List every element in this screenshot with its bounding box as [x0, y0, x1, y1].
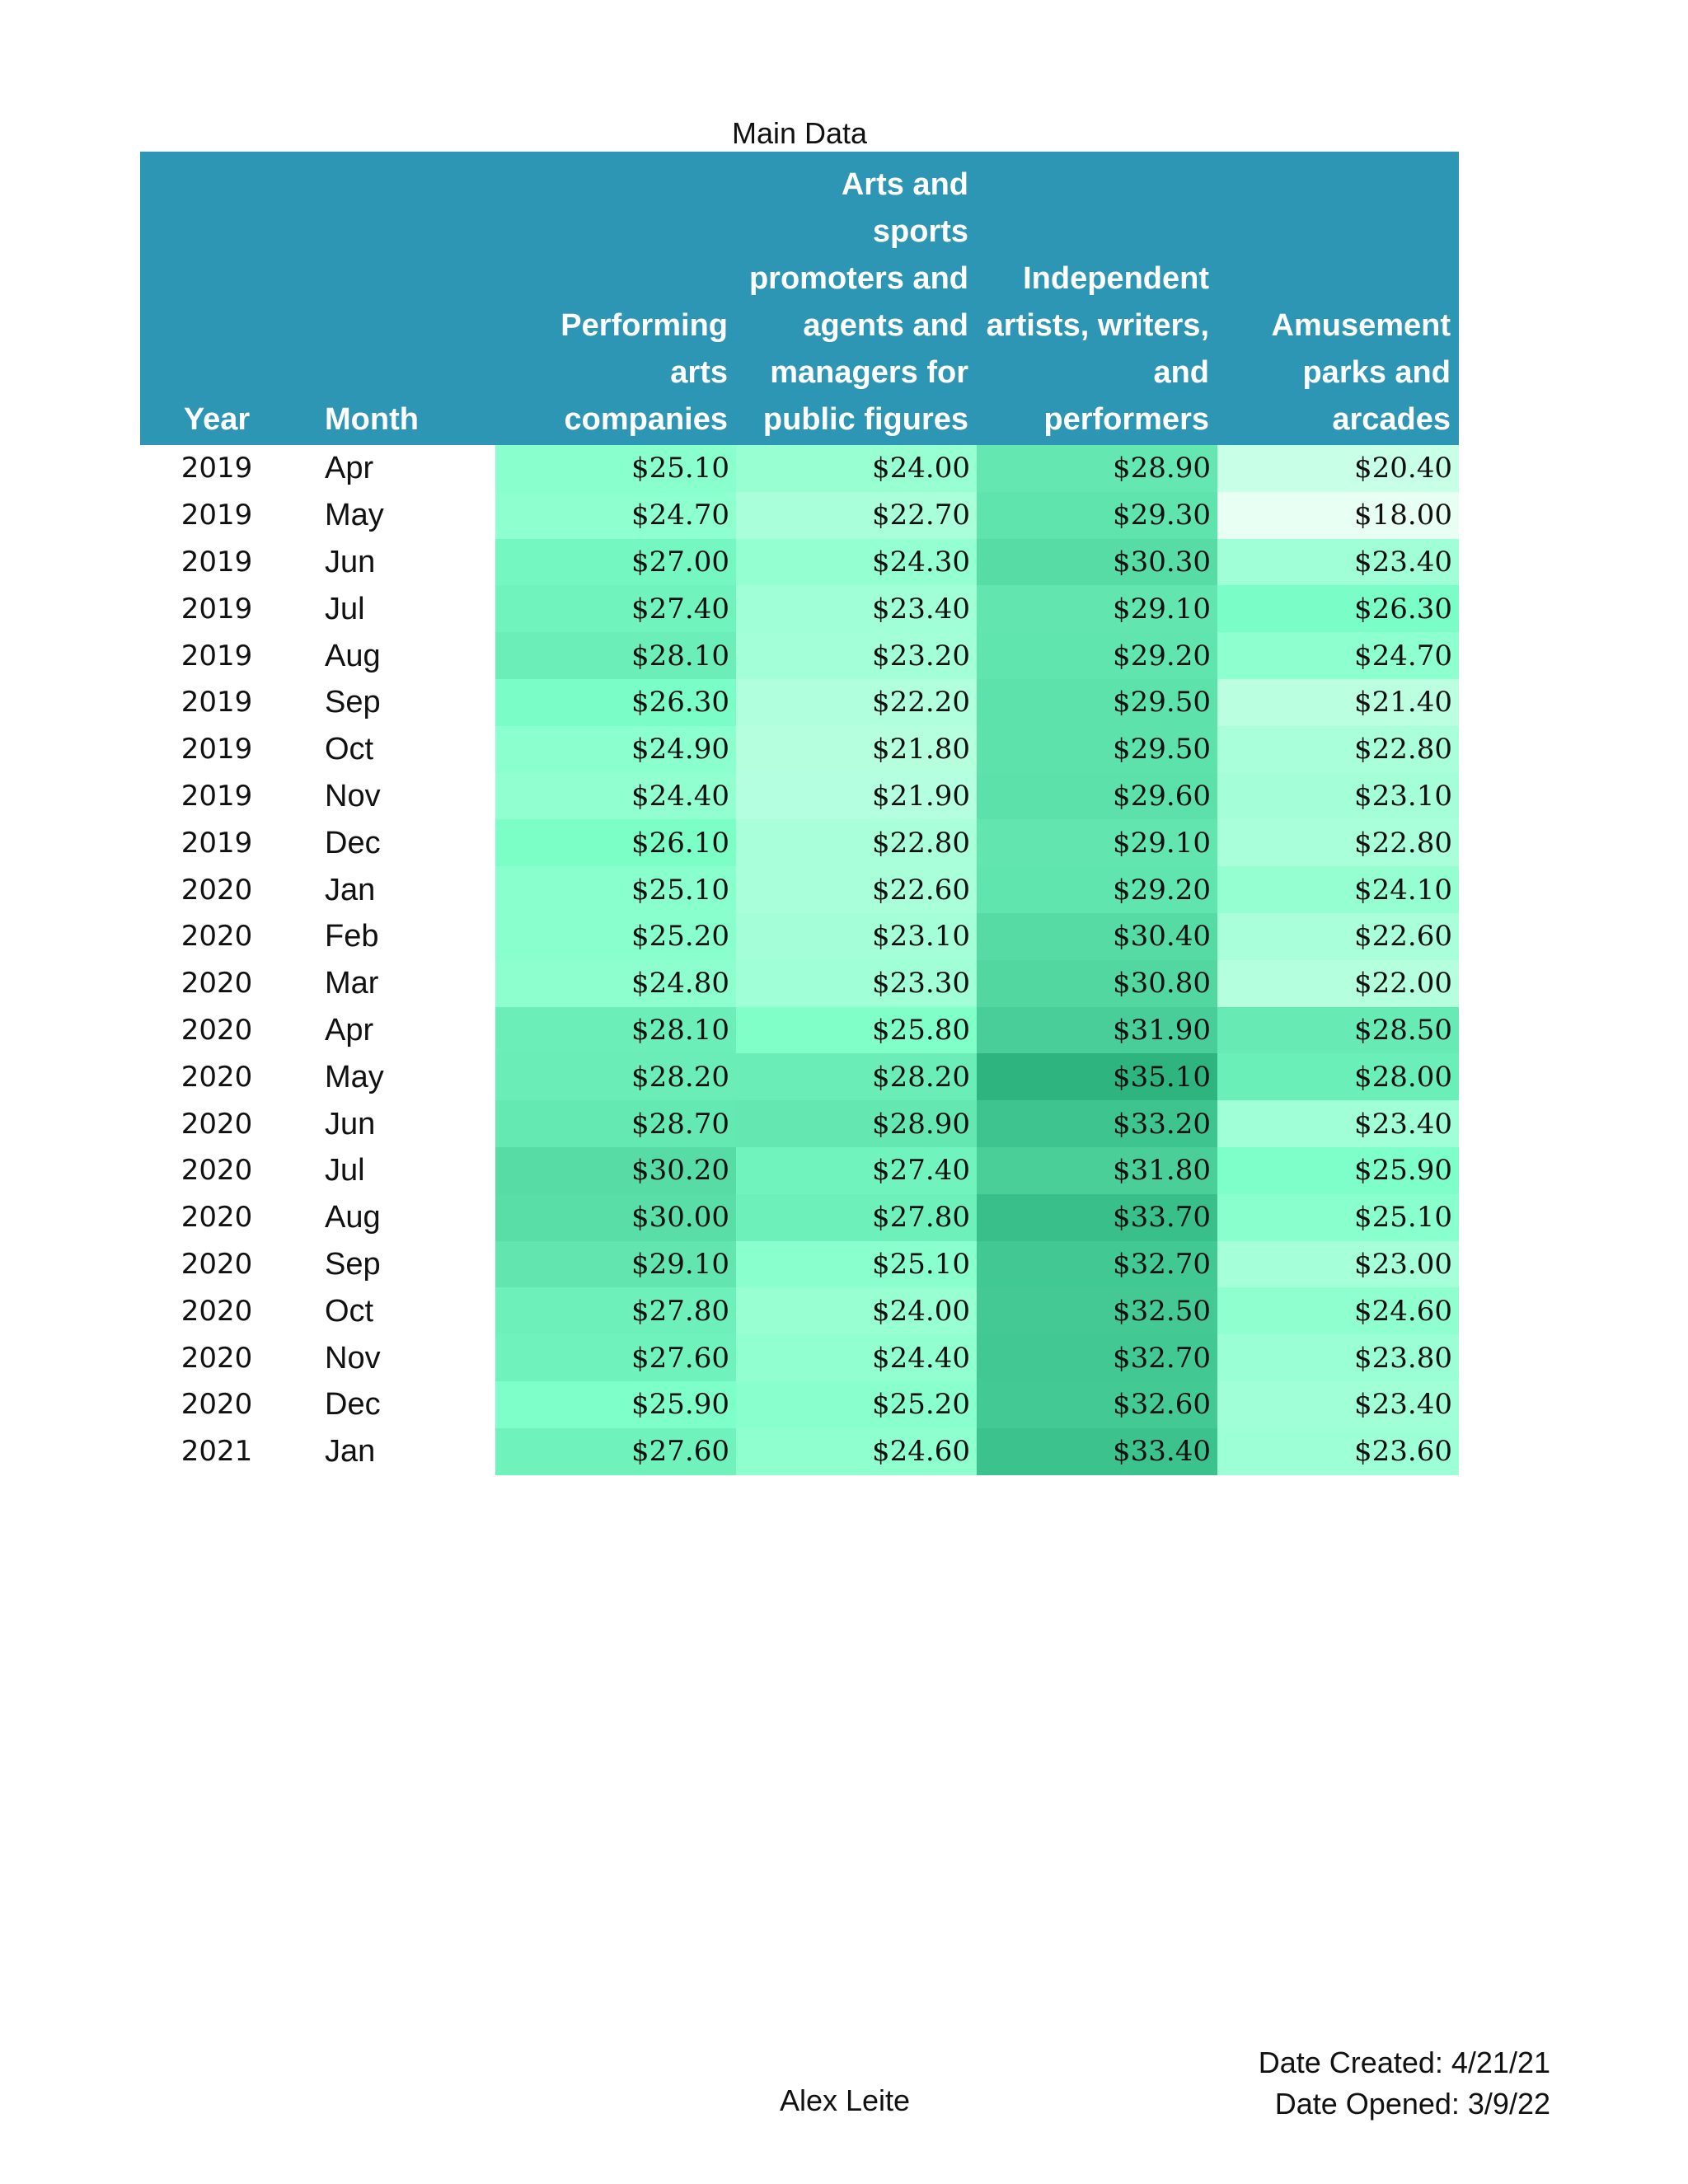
cell-amusement-parks: $24.60: [1217, 1287, 1459, 1334]
cell-independent-artists: $33.40: [977, 1428, 1217, 1475]
cell-year: 2019: [181, 499, 253, 532]
cell-arts-sports-promoters: $22.60: [736, 866, 977, 913]
table-row: [140, 773, 1459, 820]
cell-month: May: [325, 1059, 384, 1094]
cell-arts-sports-promoters: $25.80: [736, 1007, 977, 1054]
cell-amusement-parks: $23.40: [1217, 539, 1459, 586]
cell-year: 2019: [181, 779, 253, 813]
cell-month: Dec: [325, 1387, 381, 1422]
column-header-arts-sports-promoters: Arts and sports promoters and agents and managers for public figures: [736, 152, 977, 445]
cell-year: 2019: [181, 545, 253, 579]
table-row: [140, 1241, 1459, 1288]
cell-performing-arts: $25.10: [495, 445, 736, 492]
cell-performing-arts: $28.10: [495, 1007, 736, 1054]
cell-amusement-parks: $22.80: [1217, 726, 1459, 773]
cell-performing-arts: $25.90: [495, 1381, 736, 1428]
cell-performing-arts: $24.80: [495, 960, 736, 1007]
table-row: [140, 679, 1459, 726]
cell-month: Nov: [325, 778, 381, 813]
cell-performing-arts: $26.10: [495, 819, 736, 866]
cell-independent-artists: $29.50: [977, 726, 1217, 773]
table-row: [140, 539, 1459, 586]
cell-month: Sep: [325, 1246, 381, 1282]
table-row: [140, 960, 1459, 1007]
column-header-performing-arts: Performing arts companies: [495, 152, 736, 445]
cell-arts-sports-promoters: $23.30: [736, 960, 977, 1007]
cell-year: 2021: [181, 1435, 253, 1469]
cell-arts-sports-promoters: $22.80: [736, 819, 977, 866]
date-opened: Date Opened: 3/9/22: [1274, 2087, 1550, 2121]
cell-month: Jul: [325, 591, 365, 626]
cell-arts-sports-promoters: $28.90: [736, 1100, 977, 1147]
table-row: [140, 1334, 1459, 1381]
cell-month: Aug: [325, 1200, 381, 1235]
table-body: [140, 445, 1459, 1475]
cell-amusement-parks: $25.90: [1217, 1147, 1459, 1194]
table-row: [140, 726, 1459, 773]
cell-year: 2020: [181, 1013, 253, 1047]
cell-year: 2019: [181, 592, 253, 626]
cell-month: Jun: [325, 1106, 376, 1141]
cell-performing-arts: $27.80: [495, 1287, 736, 1334]
cell-independent-artists: $29.50: [977, 679, 1217, 726]
cell-amusement-parks: $21.40: [1217, 679, 1459, 726]
cell-month: Jun: [325, 544, 376, 579]
cell-amusement-parks: $28.50: [1217, 1007, 1459, 1054]
cell-arts-sports-promoters: $23.40: [736, 585, 977, 632]
cell-independent-artists: $32.70: [977, 1241, 1217, 1288]
cell-independent-artists: $29.10: [977, 585, 1217, 632]
cell-arts-sports-promoters: $27.40: [736, 1147, 977, 1194]
cell-arts-sports-promoters: $23.10: [736, 913, 977, 960]
cell-performing-arts: $30.20: [495, 1147, 736, 1194]
table-row: [140, 913, 1459, 960]
cell-year: 2020: [181, 1107, 253, 1141]
column-header-amusement-parks: Amusement parks and arcades: [1217, 152, 1459, 445]
cell-arts-sports-promoters: $27.80: [736, 1194, 977, 1241]
cell-year: 2019: [181, 733, 253, 766]
cell-performing-arts: $27.00: [495, 539, 736, 586]
table-title: Main Data: [731, 116, 868, 150]
cell-performing-arts: $29.10: [495, 1241, 736, 1288]
cell-independent-artists: $32.70: [977, 1334, 1217, 1381]
cell-year: 2019: [181, 639, 253, 673]
cell-arts-sports-promoters: $28.20: [736, 1053, 977, 1100]
cell-performing-arts: $28.20: [495, 1053, 736, 1100]
cell-performing-arts: $24.90: [495, 726, 736, 773]
cell-amusement-parks: $28.00: [1217, 1053, 1459, 1100]
cell-amusement-parks: $22.60: [1217, 913, 1459, 960]
cell-year: 2020: [181, 1388, 253, 1422]
table-row: [140, 1287, 1459, 1334]
cell-month: Jan: [325, 1434, 376, 1469]
table-row: [140, 1147, 1459, 1194]
cell-amusement-parks: $23.40: [1217, 1381, 1459, 1428]
cell-year: 2020: [181, 1201, 253, 1235]
cell-performing-arts: $28.70: [495, 1100, 736, 1147]
cell-independent-artists: $29.30: [977, 492, 1217, 539]
cell-year: 2020: [181, 967, 253, 1001]
table-row: [140, 866, 1459, 913]
cell-year: 2020: [181, 1294, 253, 1328]
cell-independent-artists: $28.90: [977, 445, 1217, 492]
cell-amusement-parks: $18.00: [1217, 492, 1459, 539]
cell-year: 2020: [181, 873, 253, 907]
cell-year: 2020: [181, 1247, 253, 1281]
cell-independent-artists: $32.60: [977, 1381, 1217, 1428]
cell-arts-sports-promoters: $24.60: [736, 1428, 977, 1475]
cell-performing-arts: $28.10: [495, 632, 736, 679]
cell-arts-sports-promoters: $24.30: [736, 539, 977, 586]
table-row: [140, 1053, 1459, 1100]
cell-amusement-parks: $23.00: [1217, 1241, 1459, 1288]
cell-amusement-parks: $20.40: [1217, 445, 1459, 492]
header-row: [140, 152, 1459, 445]
table-row: [140, 1194, 1459, 1241]
cell-month: Nov: [325, 1340, 381, 1376]
cell-performing-arts: $24.40: [495, 773, 736, 820]
table-row: [140, 1428, 1459, 1475]
cell-year: 2020: [181, 920, 253, 954]
cell-arts-sports-promoters: $23.20: [736, 632, 977, 679]
cell-month: May: [325, 498, 384, 533]
cell-month: Feb: [325, 919, 379, 954]
cell-year: 2020: [181, 1060, 253, 1094]
main-data-table: [140, 152, 1459, 1475]
cell-performing-arts: $27.60: [495, 1428, 736, 1475]
cell-independent-artists: $29.20: [977, 866, 1217, 913]
cell-amusement-parks: $25.10: [1217, 1194, 1459, 1241]
cell-month: Apr: [325, 1012, 374, 1047]
cell-independent-artists: $31.80: [977, 1147, 1217, 1194]
table-row: [140, 819, 1459, 866]
cell-independent-artists: $35.10: [977, 1053, 1217, 1100]
cell-amusement-parks: $22.00: [1217, 960, 1459, 1007]
cell-arts-sports-promoters: $22.70: [736, 492, 977, 539]
cell-year: 2019: [181, 452, 253, 485]
cell-performing-arts: $27.60: [495, 1334, 736, 1381]
cell-independent-artists: $29.20: [977, 632, 1217, 679]
cell-amusement-parks: $23.80: [1217, 1334, 1459, 1381]
cell-amusement-parks: $23.60: [1217, 1428, 1459, 1475]
cell-arts-sports-promoters: $22.20: [736, 679, 977, 726]
table-row: [140, 585, 1459, 632]
cell-performing-arts: $30.00: [495, 1194, 736, 1241]
cell-arts-sports-promoters: $24.40: [736, 1334, 977, 1381]
cell-independent-artists: $33.70: [977, 1194, 1217, 1241]
cell-arts-sports-promoters: $25.20: [736, 1381, 977, 1428]
table-row: [140, 632, 1459, 679]
cell-year: 2019: [181, 686, 253, 719]
cell-year: 2020: [181, 1341, 253, 1375]
table-row: [140, 1100, 1459, 1147]
cell-month: Oct: [325, 732, 374, 767]
cell-month: Jul: [325, 1153, 365, 1188]
cell-arts-sports-promoters: $25.10: [736, 1241, 977, 1288]
cell-amusement-parks: $24.70: [1217, 632, 1459, 679]
table-row: [140, 492, 1459, 539]
cell-month: Aug: [325, 638, 381, 673]
cell-arts-sports-promoters: $24.00: [736, 1287, 977, 1334]
cell-amusement-parks: $24.10: [1217, 866, 1459, 913]
cell-month: Dec: [325, 825, 381, 860]
cell-amusement-parks: $23.40: [1217, 1100, 1459, 1147]
table-row: [140, 445, 1459, 492]
footer-dates: [1259, 2042, 1550, 2125]
cell-amusement-parks: $26.30: [1217, 585, 1459, 632]
cell-month: Oct: [325, 1293, 374, 1329]
cell-independent-artists: $31.90: [977, 1007, 1217, 1054]
table-row: [140, 1007, 1459, 1054]
cell-year: 2020: [181, 1154, 253, 1188]
cell-independent-artists: $30.30: [977, 539, 1217, 586]
cell-performing-arts: $25.10: [495, 866, 736, 913]
cell-month: Jan: [325, 872, 376, 907]
date-created: Date Created: 4/21/21: [1258, 2046, 1550, 2079]
column-header-year: Year: [140, 152, 293, 445]
cell-independent-artists: $30.80: [977, 960, 1217, 1007]
cell-independent-artists: $29.10: [977, 819, 1217, 866]
cell-arts-sports-promoters: $21.90: [736, 773, 977, 820]
footer-author: Alex Leite: [779, 2083, 911, 2117]
cell-arts-sports-promoters: $24.00: [736, 445, 977, 492]
cell-independent-artists: $32.50: [977, 1287, 1217, 1334]
cell-year: 2019: [181, 826, 253, 860]
column-header-independent-artists: Independent artists, writers, and performers: [977, 152, 1217, 445]
cell-arts-sports-promoters: $21.80: [736, 726, 977, 773]
cell-amusement-parks: $22.80: [1217, 819, 1459, 866]
column-header-month: Month: [293, 152, 495, 445]
cell-month: Mar: [325, 966, 379, 1001]
table-row: [140, 1381, 1459, 1428]
cell-independent-artists: $29.60: [977, 773, 1217, 820]
cell-performing-arts: $24.70: [495, 492, 736, 539]
cell-amusement-parks: $23.10: [1217, 773, 1459, 820]
cell-performing-arts: $26.30: [495, 679, 736, 726]
cell-performing-arts: $27.40: [495, 585, 736, 632]
cell-performing-arts: $25.20: [495, 913, 736, 960]
cell-month: Apr: [325, 451, 374, 486]
cell-month: Sep: [325, 685, 381, 720]
cell-independent-artists: $30.40: [977, 913, 1217, 960]
cell-independent-artists: $33.20: [977, 1100, 1217, 1147]
